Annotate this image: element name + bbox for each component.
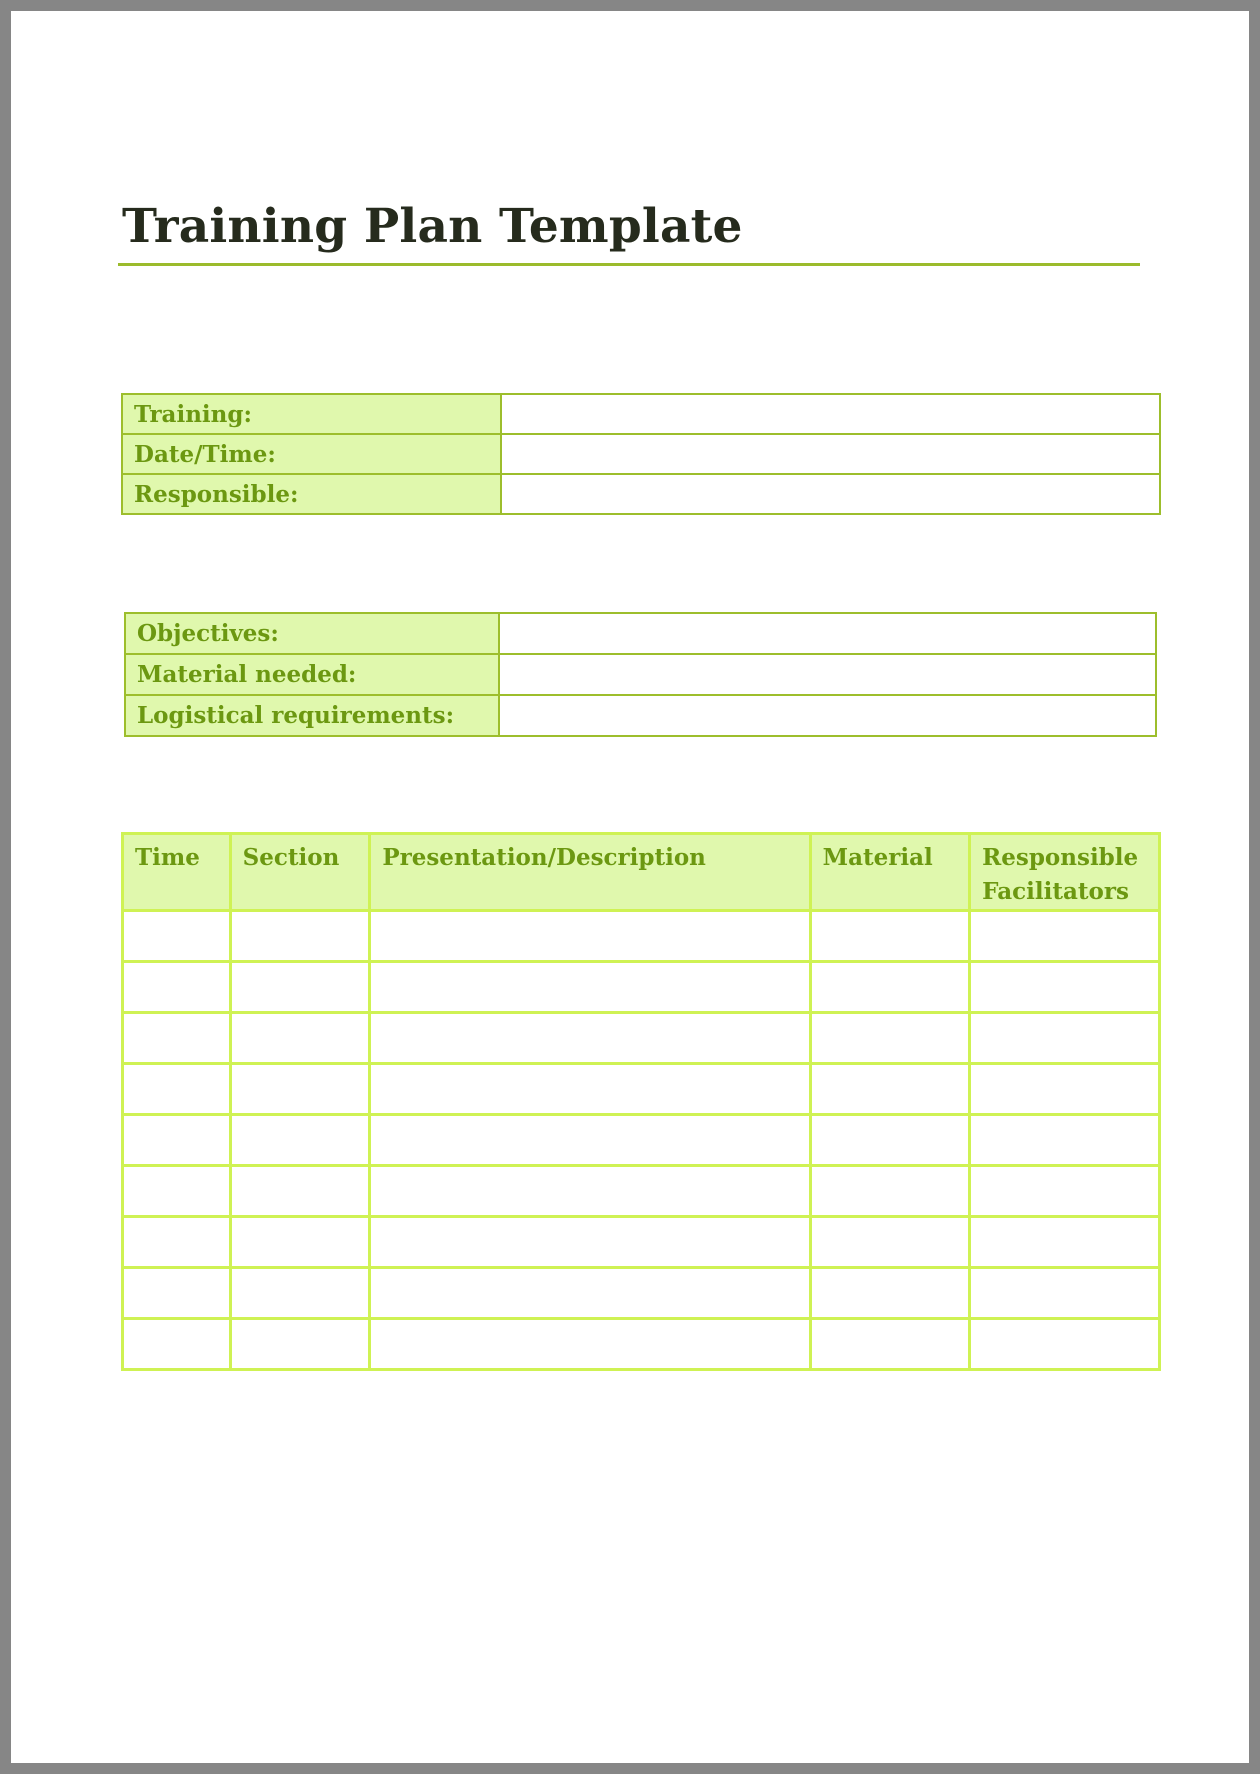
table-row	[123, 1217, 1160, 1268]
material-cell[interactable]	[810, 1064, 970, 1115]
material-cell[interactable]	[810, 1268, 970, 1319]
description-cell[interactable]	[370, 1217, 810, 1268]
header-time: Time	[123, 834, 231, 911]
title-underline	[118, 263, 1140, 266]
time-cell[interactable]	[123, 962, 231, 1013]
time-cell[interactable]	[123, 1319, 231, 1370]
material-cell[interactable]	[810, 1319, 970, 1370]
responsible-field[interactable]	[501, 474, 1160, 514]
time-cell[interactable]	[123, 1115, 231, 1166]
section-cell[interactable]	[230, 911, 370, 962]
table-row	[123, 1166, 1160, 1217]
objectives-label: Objectives:	[125, 613, 499, 654]
section-cell[interactable]	[230, 1268, 370, 1319]
material-cell[interactable]	[810, 1217, 970, 1268]
table-row	[123, 1115, 1160, 1166]
material-cell[interactable]	[810, 962, 970, 1013]
responsible-label: Responsible:	[122, 474, 501, 514]
description-cell[interactable]	[370, 911, 810, 962]
header-presentation-description: Presentation/Description	[370, 834, 810, 911]
time-cell[interactable]	[123, 1268, 231, 1319]
section-cell[interactable]	[230, 1319, 370, 1370]
material-needed-field[interactable]	[499, 654, 1156, 695]
training-schedule-table	[121, 832, 1161, 1371]
training-info-table	[121, 393, 1161, 515]
time-cell[interactable]	[123, 1064, 231, 1115]
header-material: Material	[810, 834, 970, 911]
training-label: Training:	[122, 394, 501, 434]
document-page	[11, 11, 1249, 1763]
table-header-row	[123, 834, 1160, 911]
table-row	[123, 962, 1160, 1013]
facilitator-cell[interactable]	[970, 911, 1160, 962]
time-cell[interactable]	[123, 1166, 231, 1217]
table-row	[123, 1064, 1160, 1115]
objectives-field[interactable]	[499, 613, 1156, 654]
section-cell[interactable]	[230, 1013, 370, 1064]
material-cell[interactable]	[810, 1115, 970, 1166]
facilitator-cell[interactable]	[970, 1319, 1160, 1370]
section-cell[interactable]	[230, 962, 370, 1013]
table-row	[125, 695, 1156, 736]
description-cell[interactable]	[370, 1064, 810, 1115]
requirements-table	[124, 612, 1157, 737]
table-row	[123, 1319, 1160, 1370]
table-row	[122, 434, 1160, 474]
time-cell[interactable]	[123, 1217, 231, 1268]
facilitator-cell[interactable]	[970, 1268, 1160, 1319]
training-field[interactable]	[501, 394, 1160, 434]
facilitator-cell[interactable]	[970, 1115, 1160, 1166]
page-title: Training Plan Template	[122, 199, 743, 254]
description-cell[interactable]	[370, 1166, 810, 1217]
material-cell[interactable]	[810, 1013, 970, 1064]
description-cell[interactable]	[370, 1319, 810, 1370]
section-cell[interactable]	[230, 1217, 370, 1268]
date-time-label: Date/Time:	[122, 434, 501, 474]
table-row	[122, 394, 1160, 434]
section-cell[interactable]	[230, 1115, 370, 1166]
description-cell[interactable]	[370, 1268, 810, 1319]
time-cell[interactable]	[123, 911, 231, 962]
material-needed-label: Material needed:	[125, 654, 499, 695]
date-time-field[interactable]	[501, 434, 1160, 474]
facilitator-cell[interactable]	[970, 1013, 1160, 1064]
facilitator-cell[interactable]	[970, 1166, 1160, 1217]
section-cell[interactable]	[230, 1064, 370, 1115]
description-cell[interactable]	[370, 962, 810, 1013]
header-responsible-facilitators: Responsible Facilitators	[970, 834, 1160, 911]
facilitator-cell[interactable]	[970, 1217, 1160, 1268]
header-section: Section	[230, 834, 370, 911]
table-row	[123, 911, 1160, 962]
table-row	[122, 474, 1160, 514]
logistical-requirements-field[interactable]	[499, 695, 1156, 736]
time-cell[interactable]	[123, 1013, 231, 1064]
material-cell[interactable]	[810, 1166, 970, 1217]
table-row	[123, 1268, 1160, 1319]
description-cell[interactable]	[370, 1115, 810, 1166]
table-row	[125, 613, 1156, 654]
table-row	[123, 1013, 1160, 1064]
material-cell[interactable]	[810, 911, 970, 962]
logistical-requirements-label: Logistical requirements:	[125, 695, 499, 736]
facilitator-cell[interactable]	[970, 1064, 1160, 1115]
section-cell[interactable]	[230, 1166, 370, 1217]
description-cell[interactable]	[370, 1013, 810, 1064]
table-row	[125, 654, 1156, 695]
facilitator-cell[interactable]	[970, 962, 1160, 1013]
